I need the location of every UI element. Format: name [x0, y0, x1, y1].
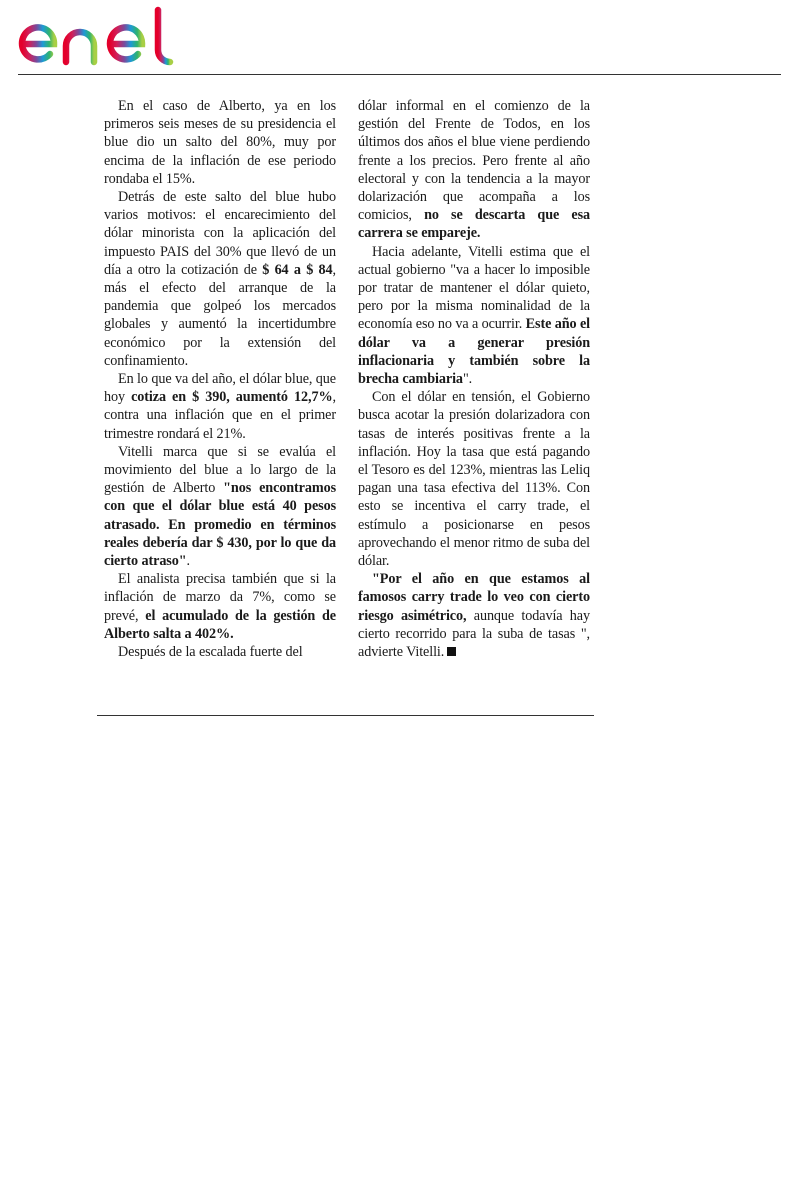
article-paragraph — [104, 443, 336, 570]
bold-text: "nos encontramos con que el dólar blue está 40 pesos atrasado. En promedio en términos reales debería dar $ 430, por lo que da cierto atraso" — [104, 480, 336, 570]
bold-text: el acumulado de la gestión de Alberto salta a 402%. — [104, 607, 336, 642]
bold-text: "Por el año en que estamos al famosos carry trade lo veo con cierto riesgo asimétrico, — [358, 571, 590, 624]
bold-text: no se descarta que esa carrera se empareje. — [358, 207, 590, 242]
article-paragraph — [104, 97, 336, 188]
article-paragraph — [358, 243, 590, 389]
body-text: En el caso de Alberto, ya en los primeros seis meses de su presidencia el blue dio un salto del 80%, muy por encima de la inflación de ese periodo rondaba el 15%. — [104, 98, 336, 187]
bold-text: cotiza en $ 390, aumentó 12,7% — [131, 389, 333, 406]
article-bottom-divider — [97, 715, 594, 716]
body-text: . — [186, 553, 190, 570]
body-text: , contra una inflación que en el primer trimestre rondará el 21%. — [104, 389, 336, 442]
bold-text: Este año el dólar va a generar presión inflacionaria y también sobre la brecha cambiaria — [358, 316, 590, 388]
end-of-article-square-icon — [447, 647, 456, 656]
article-paragraph — [104, 570, 336, 643]
enel-logo — [16, 4, 186, 70]
body-text: Vitelli marca que si se evalúa el movimiento del blue a lo largo de la gestión de Alberto — [104, 443, 336, 497]
article-paragraph — [358, 97, 590, 243]
body-text: El analista precisa también que si la inflación de marzo da 7%, como se prevé, — [104, 571, 336, 624]
body-text: ". — [462, 371, 473, 388]
body-text: Con el dólar en tensión, el Gobierno busca acotar la presión dolarizadora con tasas de interés positivas frente a la inflación. Hoy la tasa que está pagando el Tesoro es del 123%, mientras las Leliq pagan una tasa efectiva del 113%. Con esto se incentiva el carry trade, el estímulo a posicionarse en pesos aprovechando el menor ritmo de suba del dólar. — [358, 389, 590, 570]
body-text: , más el efecto del arranque de la pandemia que golpeó los mercados globales y aumentó la incertidumbre económico por la extensión del confinamiento. — [104, 261, 336, 369]
body-text: Después de la escalada fuerte del — [118, 644, 303, 661]
body-text: Detrás de este salto del blue hubo varios motivos: el encarecimiento del dólar minorista con la aplicación del impuesto PAIS del 30% que llevó de un día a otro la cotización de — [104, 189, 336, 278]
article-paragraph — [104, 643, 336, 661]
body-text: aunque todavía hay cierto recorrido para la suba de tasas ", advierte Vitelli. — [358, 607, 590, 661]
svg-text:enel: enel — [16, 4, 19, 5]
bold-text: $ 64 a $ 84 — [262, 261, 333, 278]
body-text: dólar informal en el comienzo de la gestión del Frente de Todos, en los últimos dos años el blue viene perdiendo frente a los precios. Pero frente al año electoral y con la tendencia a la mayor dolarización que acompaña a los comicios, — [358, 98, 590, 224]
header-divider — [18, 74, 781, 75]
body-text: Hacia adelante, Vitelli estima que el actual gobierno "va a hacer lo imposible por tratar de mantener el dólar quieto, pero por la misma nominalidad de la economía eso no va a ocurrir. — [358, 243, 590, 333]
article-paragraph — [358, 388, 590, 570]
article-paragraph — [104, 188, 336, 370]
body-text: En lo que va del año, el dólar blue, que hoy — [104, 371, 336, 406]
article-paragraph — [358, 570, 590, 661]
article-column-right — [358, 97, 590, 661]
article-column-left — [104, 97, 336, 661]
article-paragraph — [104, 370, 336, 443]
